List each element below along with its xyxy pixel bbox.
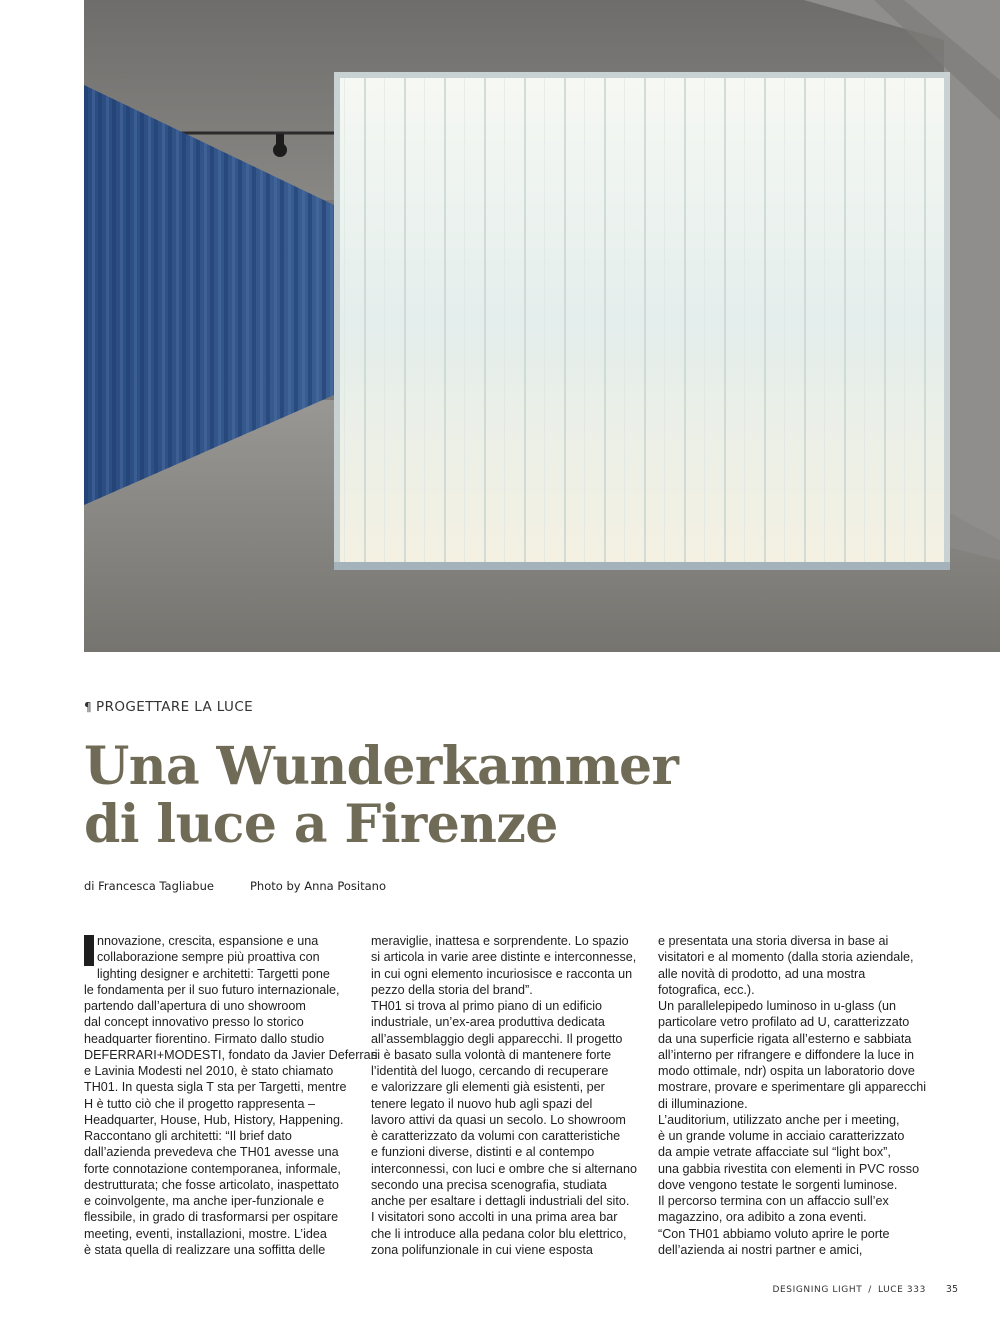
- body-column-2: [371, 933, 638, 1258]
- body-line: H è tutto ciò che il progetto rappresenta –: [84, 1096, 316, 1111]
- body-line: è caratterizzato da volumi con caratteristiche: [371, 1129, 621, 1143]
- body-line: visitatori e al momento (dalla storia aziendale,: [658, 950, 914, 965]
- issue-number: LUCE 333: [877, 1285, 926, 1295]
- body-line: modo ottimale, ndr) ospita un laboratorio dove: [658, 1064, 915, 1078]
- magazine-name: DESIGNING LIGHT: [772, 1285, 863, 1295]
- body-line: Un parallelepipedo luminoso in u-glass (un: [658, 999, 897, 1013]
- pilcrow-icon: ¶: [84, 700, 93, 714]
- byline: [84, 879, 386, 893]
- body-line: si articola in varie aree distinte e interconnesse,: [371, 950, 637, 965]
- body-line: TH01. In questa sigla T sta per Targetti, mentre: [84, 1080, 347, 1095]
- body-line: nnovazione, crescita, espansione e una: [97, 934, 319, 948]
- section-kicker: [84, 699, 253, 715]
- body-line: da ampie vetrate affacciate sul “light box”,: [658, 1145, 891, 1160]
- body-line: zona polifunzionale in cui viene esposta: [371, 1242, 593, 1257]
- body-line: destrutturata; che fosse articolato, inaspettato: [84, 1177, 339, 1192]
- body-line: l’identità del luogo, cercando di recuperare: [371, 1064, 609, 1078]
- body-line: flessibile, in grado di trasformarsi per ospitare: [84, 1210, 339, 1225]
- body-line: una gabbia rivestita con elementi in PVC rosso: [658, 1161, 920, 1176]
- body-line: magazzino, ora adibito a zona eventi.: [658, 1210, 867, 1225]
- body-line: forte connotazione contemporanea, informale,: [84, 1161, 341, 1176]
- body-line: anche per esaltare i dettagli industriali del sito.: [371, 1194, 630, 1208]
- body-line: lighting designer e architetti: Targetti pone: [97, 966, 330, 981]
- showroom-photo-illustration: [84, 0, 1000, 652]
- body-line: all’assemblaggio degli apparecchi. Il progetto: [371, 1031, 623, 1046]
- body-line: fotografica, ecc.).: [658, 982, 755, 997]
- body-line: si è basato sulla volontà di mantenere forte: [371, 1047, 612, 1062]
- footer-separator: /: [868, 1285, 872, 1295]
- body-line: e funzioni diverse, distinti e al contempo: [371, 1145, 595, 1160]
- article-title: [84, 738, 678, 854]
- body-line: Il percorso termina con un affaccio sull’ex: [658, 1194, 889, 1208]
- body-line: di illuminazione.: [658, 1096, 748, 1111]
- section-kicker-label: PROGETTARE LA LUCE: [96, 699, 254, 715]
- body-line: DEFERRARI+MODESTI, fondato da Javier Deferrari: [84, 1047, 378, 1062]
- body-line: è stata quella di realizzare una soffitta delle: [84, 1242, 326, 1257]
- body-line: le fondamenta per il suo futuro internazionale,: [84, 982, 340, 997]
- article-title-line2: di luce a Firenze: [84, 794, 558, 855]
- body-line: secondo una precisa scenografia, studiata: [371, 1177, 607, 1192]
- body-line: Headquarter, House, Hub, History, Happening.: [84, 1112, 344, 1127]
- body-line: dell’azienda ai nostri partner e amici,: [658, 1242, 863, 1257]
- page-footer: [772, 1284, 958, 1295]
- body-line: headquarter fiorentino. Firmato dallo studio: [84, 1031, 325, 1046]
- body-line: e valorizzare gli elementi già esistenti, per: [371, 1080, 605, 1095]
- body-line: partendo dall’apertura di uno showroom: [84, 999, 306, 1013]
- page-number: 35: [945, 1284, 958, 1295]
- body-line: alle novità di prodotto, ad una mostra: [658, 966, 866, 981]
- body-line: L’auditorium, utilizzato anche per i meeting,: [658, 1112, 900, 1127]
- body-line: tenere legato il nuovo hub agli spazi del: [371, 1096, 593, 1111]
- body-line: mostrare, provare e sperimentare gli apparecchi: [658, 1080, 927, 1095]
- body-line: interconnessi, con luci e ombre che si alternano: [371, 1161, 638, 1176]
- body-line: TH01 si trova al primo piano di un edificio: [371, 999, 602, 1013]
- body-line: dove vengono testate le sorgenti luminose.: [658, 1177, 898, 1192]
- body-line: e presentata una storia diversa in base ai: [658, 934, 889, 948]
- body-line: che li introduce alla pedana color blu elettrico,: [371, 1226, 627, 1241]
- body-line: Raccontano gli architetti: “Il brief dato: [84, 1129, 292, 1143]
- body-line: collaborazione sempre più proattiva con: [97, 950, 320, 965]
- body-line: meeting, eventi, installazioni, mostre. L’idea: [84, 1226, 327, 1241]
- body-column-3: [658, 933, 927, 1258]
- author-credit: di Francesca Tagliabue: [84, 879, 214, 893]
- body-line: lavoro attivi da quasi un secolo. Lo showroom: [371, 1112, 626, 1127]
- body-line: pezzo della storia del brand”.: [371, 982, 533, 997]
- body-line: particolare vetro profilato ad U, caratterizzato: [658, 1015, 910, 1030]
- body-line: I visitatori sono accolti in una prima area bar: [371, 1210, 618, 1225]
- body-line: da una superficie rigata all’esterno e sabbiata: [658, 1031, 912, 1046]
- body-line: e coinvolgente, ma anche iper-funzionale e: [84, 1194, 325, 1208]
- body-column-1: [84, 933, 378, 1258]
- photo-credit: Photo by Anna Positano: [249, 879, 386, 893]
- body-line: dal concept innovativo presso lo storico: [84, 1015, 304, 1030]
- article-title-line1: Una Wunderkammer: [84, 736, 679, 797]
- body-line: dall’azienda prevedeva che TH01 avesse una: [84, 1145, 339, 1160]
- body-line: meraviglie, inattesa e sorprendente. Lo spazio: [371, 934, 629, 948]
- body-line: industriale, un’ex-area produttiva dedicata: [371, 1015, 605, 1030]
- body-line: all’interno per rifrangere e diffondere la luce in: [658, 1047, 914, 1062]
- showroom-photo: [84, 0, 1000, 652]
- body-line: e Lavinia Modesti nel 2010, è stato chiamato: [84, 1064, 334, 1078]
- body-line: “Con TH01 abbiamo voluto aprire le porte: [658, 1226, 890, 1241]
- body-line: in cui ogni elemento incuriosisce e racconta un: [371, 966, 633, 981]
- body-line: è un grande volume in acciaio caratterizzato: [658, 1129, 905, 1143]
